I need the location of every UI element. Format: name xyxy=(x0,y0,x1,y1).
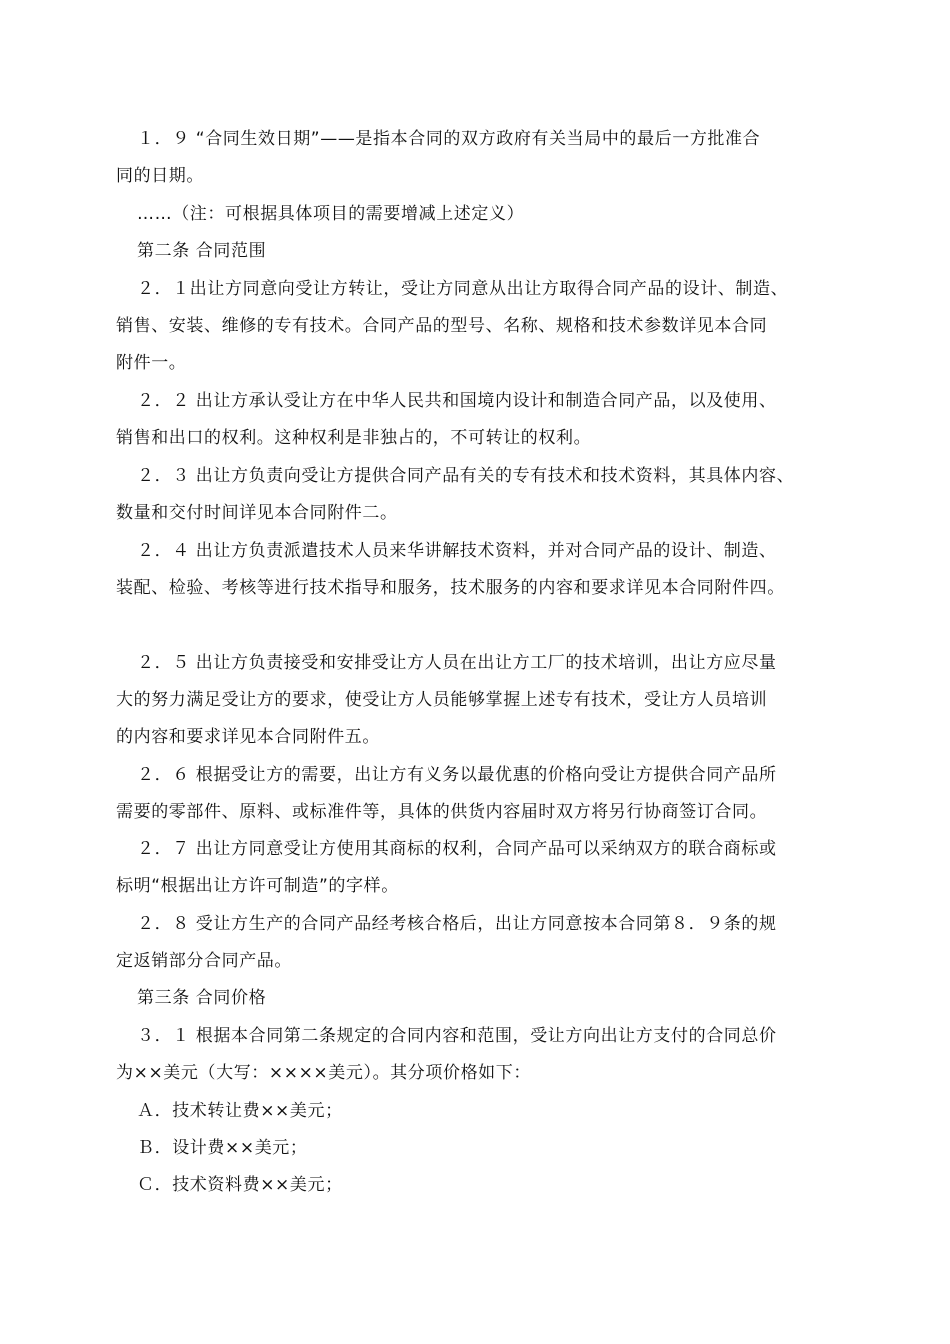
paragraph-2-3-line-2: 数量和交付时间详见本合同附件二。 xyxy=(116,503,398,523)
paragraph-1-9-line-1: １．９ “合同生效日期”——是指本合同的双方政府有关当局中的最后一方批准合 xyxy=(137,129,761,149)
paragraph-2-5-line-3: 的内容和要求详见本合同附件五。 xyxy=(116,727,380,747)
definition-note: ……（注：可根据具体项目的需要增减上述定义） xyxy=(137,204,525,224)
paragraph-2-3-line-1: ２．３ 出让方负责向受让方提供合同产品有关的专有技术和技术资料，其具体内容、 xyxy=(137,466,795,486)
paragraph-2-5-line-2: 大的努力满足受让方的要求，使受让方人员能够掌握上述专有技术，受让方人员培训 xyxy=(116,690,768,710)
article-2-title: 第二条 合同范围 xyxy=(137,241,267,261)
paragraph-2-1-line-2: 销售、安装、维修的专有技术。合同产品的型号、名称、规格和技术参数详见本合同 xyxy=(116,316,768,336)
paragraph-2-2-line-1: ２．２ 出让方承认受让方在中华人民共和国境内设计和制造合同产品，以及使用、 xyxy=(137,391,777,411)
paragraph-2-1-line-1: ２．１出让方同意向受让方转让，受让方同意从出让方取得合同产品的设计、制造、 xyxy=(137,279,789,299)
paragraph-2-6-line-1: ２．６ 根据受让方的需要，出让方有义务以最优惠的价格向受让方提供合同产品所 xyxy=(137,765,777,785)
paragraph-1-9-line-2: 同的日期。 xyxy=(116,166,204,186)
paragraph-2-2-line-2: 销售和出口的权利。这种权利是非独占的，不可转让的权利。 xyxy=(116,428,592,448)
price-item-a: Ａ．技术转让费××美元； xyxy=(137,1101,343,1121)
price-item-b: Ｂ．设计费××美元； xyxy=(137,1138,308,1158)
paragraph-2-1-line-3: 附件一。 xyxy=(116,353,187,373)
price-item-c: Ｃ．技术资料费××美元； xyxy=(137,1175,343,1195)
paragraph-2-7-line-2: 标明“根据出让方许可制造”的字样。 xyxy=(116,876,399,896)
paragraph-2-4-line-1: ２．４ 出让方负责派遣技术人员来华讲解技术资料，并对合同产品的设计、制造、 xyxy=(137,541,777,561)
paragraph-2-8-line-1: ２．８ 受让方生产的合同产品经考核合格后，出让方同意按本合同第８．９条的规 xyxy=(137,914,777,934)
paragraph-3-1-line-2: 为××美元（大写：××××美元）。其分项价格如下： xyxy=(116,1063,531,1083)
paragraph-3-1-line-1: ３．１ 根据本合同第二条规定的合同内容和范围，受让方向出让方支付的合同总价 xyxy=(137,1026,777,1046)
paragraph-2-5-line-1: ２．５ 出让方负责接受和安排受让方人员在出让方工厂的技术培训，出让方应尽量 xyxy=(137,653,777,673)
paragraph-2-7-line-1: ２．７ 出让方同意受让方使用其商标的权利，合同产品可以采纳双方的联合商标或 xyxy=(137,839,777,859)
article-3-title: 第三条 合同价格 xyxy=(137,988,267,1008)
paragraph-2-4-line-2: 装配、检验、考核等进行技术指导和服务，技术服务的内容和要求详见本合同附件四。 xyxy=(116,578,785,598)
paragraph-2-6-line-2: 需要的零部件、原料、或标准件等，具体的供货内容届时双方将另行协商签订合同。 xyxy=(116,802,768,822)
paragraph-2-8-line-2: 定返销部分合同产品。 xyxy=(116,951,292,971)
